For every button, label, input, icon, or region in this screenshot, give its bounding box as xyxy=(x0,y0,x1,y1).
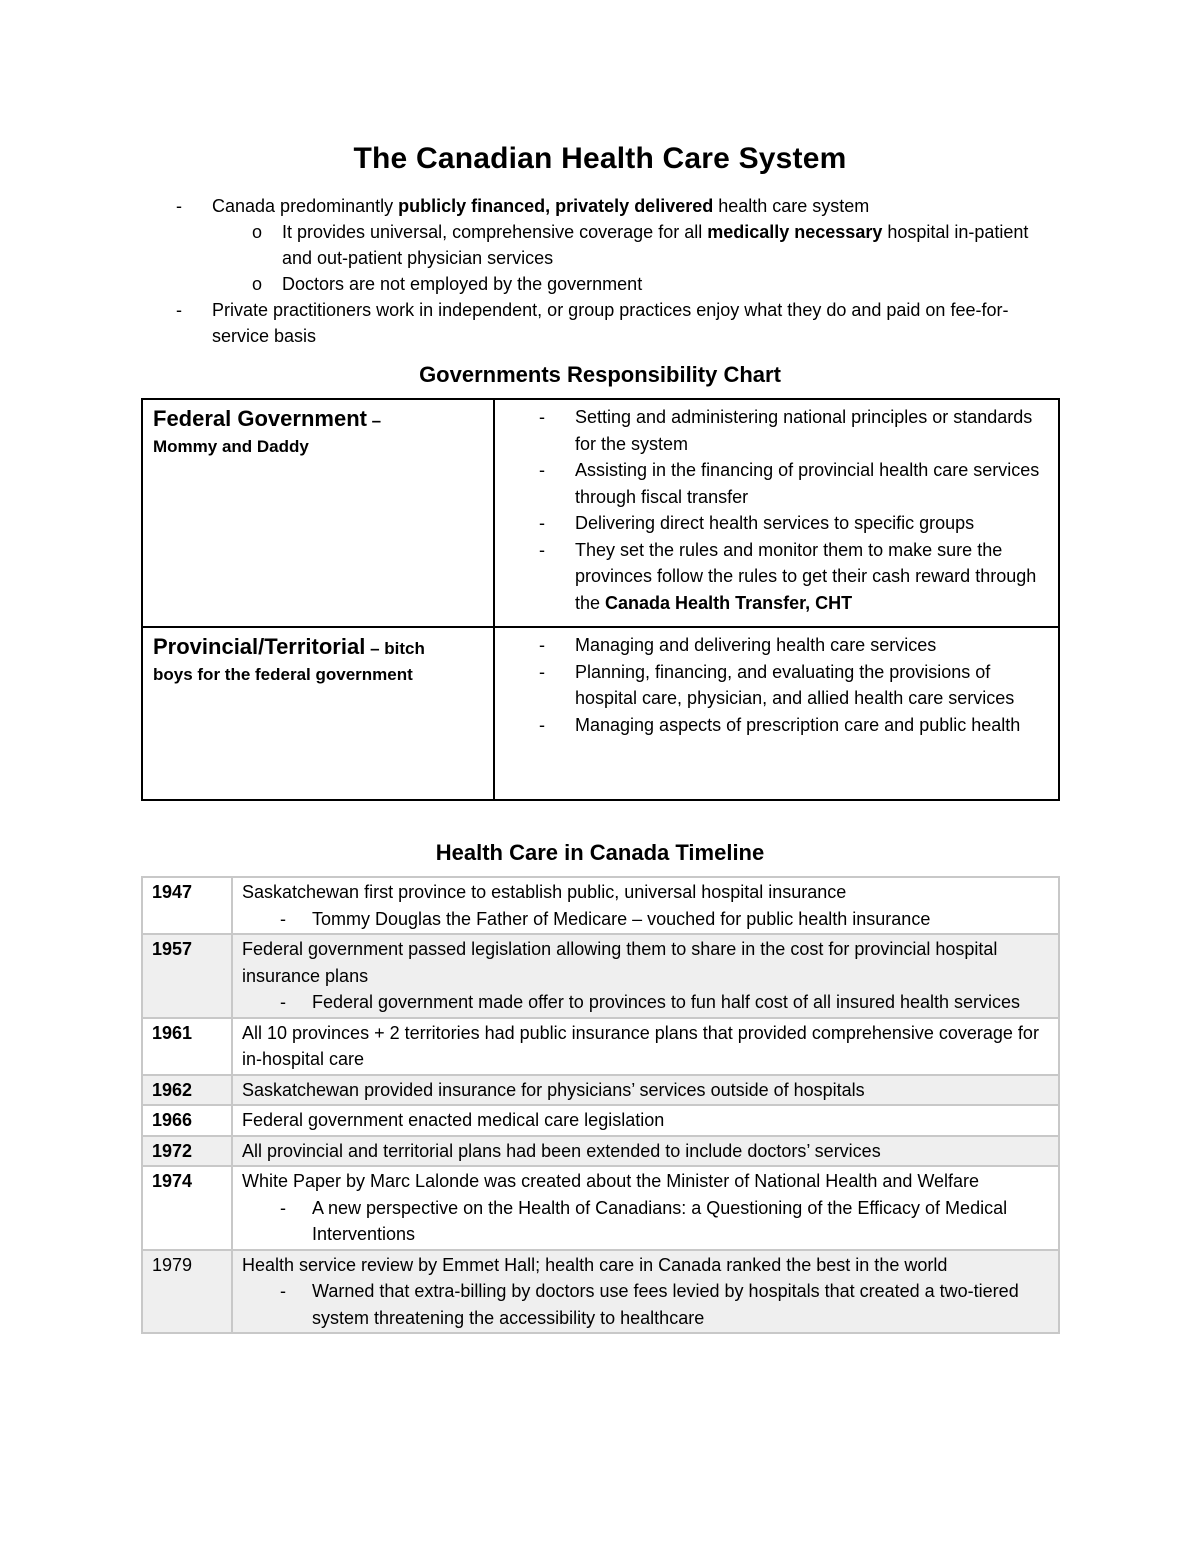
intro-item-1 xyxy=(170,193,1050,219)
intro-item-1-pre: Canada predominantly xyxy=(212,196,399,216)
timeline-event-text: Health service review by Emmet Hall; health care in Canada ranked the best in the world xyxy=(242,1254,948,1275)
federal-dash: – xyxy=(366,411,382,430)
list-item: - Managing and delivering health care services xyxy=(539,635,937,655)
list-item: - Managing aspects of prescription care and public health xyxy=(539,714,1021,735)
timeline-subpoint: - A new perspective on the Health of Canadians: a Questioning of the Efficacy of Medical Interventions xyxy=(280,1197,1008,1244)
list-item: - Delivering direct health services to specific groups xyxy=(539,513,975,533)
intro-subitem-2-text: Doctors are not employed by the government xyxy=(282,274,643,294)
timeline-event xyxy=(232,1075,1059,1106)
intro-item-1-post: health care system xyxy=(713,196,870,216)
provincial-duty-3: Managing aspects of prescription care and public health xyxy=(575,714,1021,735)
timeline-year: 1974 xyxy=(142,1166,232,1250)
responsibility-heading: Governments Responsibility Chart xyxy=(419,362,781,387)
federal-duties xyxy=(505,404,1048,616)
timeline-subpoint: - Federal government made offer to provinces to fun half cost of all insured health services xyxy=(280,992,1021,1012)
timeline-year: 1966 xyxy=(142,1105,232,1136)
timeline-subpoint-text: Federal government made offer to provinces to fun half cost of all insured health services xyxy=(312,992,1021,1012)
table-row xyxy=(142,877,1059,934)
table-row xyxy=(142,1075,1059,1106)
table-row xyxy=(142,934,1059,1018)
timeline-event-text: All provincial and territorial plans had been extended to include doctors’ services xyxy=(242,1140,881,1161)
circle-bullet: o xyxy=(252,274,263,294)
dash-bullet: - xyxy=(176,196,182,216)
federal-duty-1: Setting and administering national principles or standards for the system xyxy=(575,407,1033,454)
timeline-event xyxy=(232,1250,1059,1334)
list-item: - Assisting in the financing of provincial health care services through fiscal transfer xyxy=(539,460,1040,507)
intro-subitem-1-post: hospital in-patient and out-patient physician services xyxy=(282,222,1029,268)
timeline-event xyxy=(232,1166,1059,1250)
list-item: - Setting and administering national principles or standards for the system xyxy=(539,407,1033,454)
list-item: - They set the rules and monitor them to make sure the provinces follow the rules to get their cash reward through the Canada Health Transfer, CHT xyxy=(539,539,1037,613)
table-row xyxy=(142,1166,1059,1250)
federal-duty-3: Delivering direct health services to specific groups xyxy=(575,513,975,533)
timeline-event xyxy=(232,1018,1059,1075)
timeline-year: 1972 xyxy=(142,1136,232,1167)
timeline-subpoint: - Warned that extra-billing by doctors use fees levied by hospitals that created a two-tiered system threatening the accessibility to healthcare xyxy=(280,1281,1019,1328)
intro-item-2 xyxy=(170,297,1050,349)
table-row xyxy=(142,1136,1059,1167)
timeline-year: 1979 xyxy=(142,1250,232,1334)
timeline-year: 1947 xyxy=(142,877,232,934)
dash-bullet: - xyxy=(176,300,182,320)
provincial-row xyxy=(142,627,1059,800)
timeline-year: 1962 xyxy=(142,1075,232,1106)
timeline-heading: Health Care in Canada Timeline xyxy=(435,840,765,865)
timeline-event-text: Saskatchewan provided insurance for physicians’ services outside of hospitals xyxy=(242,1079,865,1100)
federal-cell xyxy=(142,399,494,627)
provincial-nickname-start: – bitch xyxy=(365,639,425,658)
timeline-subpoint-text: Tommy Douglas the Father of Medicare – vouched for public health insurance xyxy=(312,908,931,929)
provincial-duties-cell xyxy=(494,627,1059,800)
provincial-duty-2: Planning, financing, and evaluating the provisions of hospital care, physician, and allied health care services xyxy=(575,661,1015,708)
intro-subitem-1-pre: It provides universal, comprehensive coverage for all xyxy=(282,222,708,242)
timeline-subpoint-text: A new perspective on the Health of Canadians: a Questioning of the Efficacy of Medical Interventions xyxy=(312,1197,1008,1244)
federal-row xyxy=(142,399,1059,627)
timeline-event-text: Saskatchewan first province to establish public, universal hospital insurance xyxy=(242,882,847,902)
table-row xyxy=(142,1250,1059,1334)
timeline-event xyxy=(232,1136,1059,1167)
provincial-cell xyxy=(142,627,494,800)
provincial-nickname-rest: boys for the federal government xyxy=(153,665,413,684)
intro-item-2-text: Private practitioners work in independent, or group practices enjoy what they do and paid on fee-for-service basis xyxy=(212,300,1009,346)
timeline-event xyxy=(232,1105,1059,1136)
timeline-event xyxy=(232,877,1059,934)
provincial-name: Provincial/Territorial xyxy=(153,634,366,659)
list-item: - Planning, financing, and evaluating the provisions of hospital care, physician, and allied health care services xyxy=(539,661,1015,708)
federal-duty-4: They set the rules and monitor them to make sure the provinces follow the rules to get their cash reward through the xyxy=(575,539,1037,613)
provincial-duties xyxy=(505,632,1048,738)
circle-bullet: o xyxy=(252,222,263,242)
federal-nickname: Mommy and Daddy xyxy=(153,437,309,456)
timeline-table xyxy=(141,876,1060,1334)
table-row xyxy=(142,1105,1059,1136)
federal-name: Federal Government xyxy=(153,406,367,431)
timeline-event-text: White Paper by Marc Lalonde was created about the Minister of National Health and Welfare xyxy=(242,1171,980,1191)
intro-item-1-bold: publicly financed, privately delivered xyxy=(398,196,714,216)
intro-subitem-1 xyxy=(170,219,1050,271)
intro-subitem-2 xyxy=(170,271,1050,297)
table-row xyxy=(142,1018,1059,1075)
federal-duty-4-bold: Canada Health Transfer, CHT xyxy=(605,592,853,613)
intro-subitem-1-bold: medically necessary xyxy=(707,222,883,242)
timeline-subpoint: - Tommy Douglas the Father of Medicare – vouched for public health insurance xyxy=(280,908,931,929)
responsibility-table xyxy=(141,398,1060,801)
timeline-event-text: Federal government enacted medical care legislation xyxy=(242,1110,665,1130)
timeline-event-text: Federal government passed legislation allowing them to share in the cost for provincial hospital insurance plans xyxy=(242,939,998,986)
timeline-year: 1961 xyxy=(142,1018,232,1075)
timeline-year: 1957 xyxy=(142,934,232,1018)
federal-duty-2: Assisting in the financing of provincial health care services through fiscal transfer xyxy=(575,460,1040,507)
federal-duties-cell xyxy=(494,399,1059,627)
provincial-duty-1: Managing and delivering health care services xyxy=(575,635,937,655)
timeline-event xyxy=(232,934,1059,1018)
timeline-event-text: All 10 provinces + 2 territories had public insurance plans that provided comprehensive coverage for in-hospital care xyxy=(242,1022,1039,1069)
intro-bullets xyxy=(170,193,1050,349)
timeline-subpoint-text: Warned that extra-billing by doctors use fees levied by hospitals that created a two-tiered system threatening the accessibility to healthcare xyxy=(312,1281,1019,1328)
page-title: The Canadian Health Care System xyxy=(353,142,847,175)
